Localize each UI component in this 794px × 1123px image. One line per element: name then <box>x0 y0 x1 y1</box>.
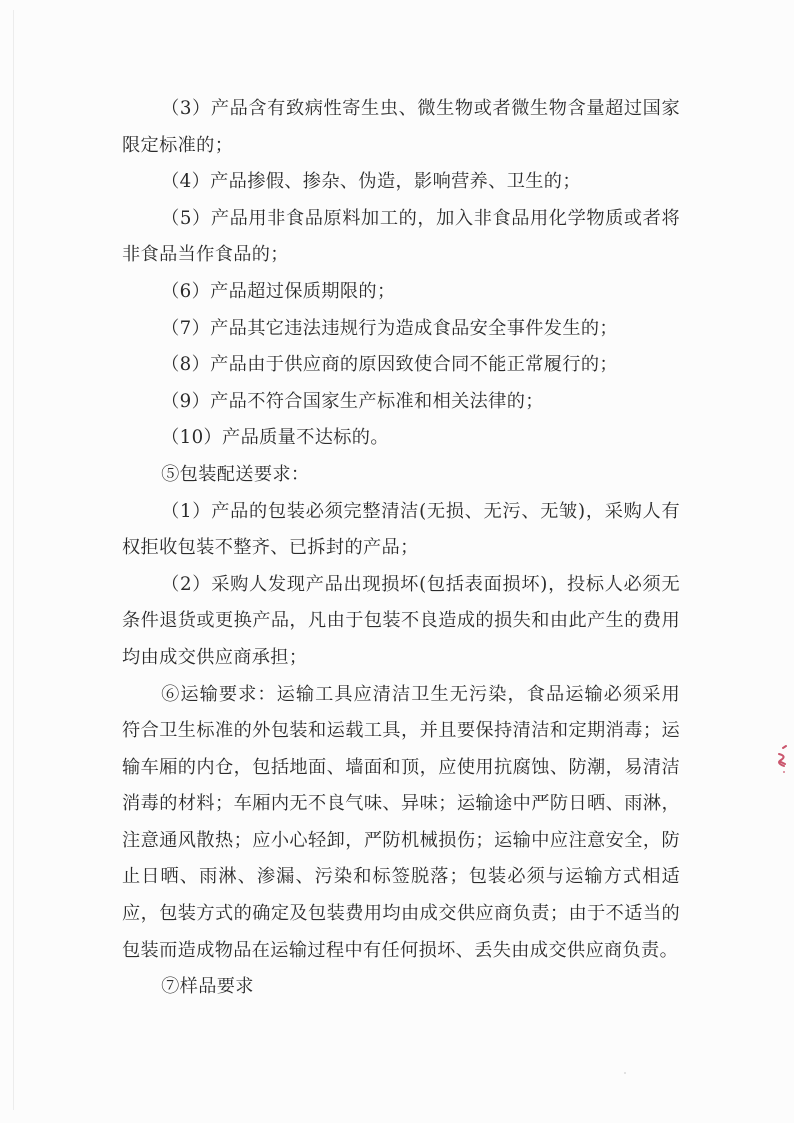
clause-8-contract-failure: （8）产品由于供应商的原因致使合同不能正常履行的； <box>161 354 618 376</box>
packaging-clause-1: （1）产品的包装必须完整清洁(无损、无污、无皱)，采购人有权拒收包装不整齐、已拆封的产品； <box>122 500 680 559</box>
clause-9-standards: （9）产品不符合国家生产标准和相关法律的； <box>161 390 544 412</box>
scan-edge-rule <box>13 10 14 1110</box>
clause-3-contamination: （3）产品含有致病性寄生虫、微生物或者微生物含量超过国家限定标准的； <box>122 98 680 156</box>
clause-10-quality: （10）产品质量不达标的。 <box>161 427 389 449</box>
red-seal-stamp-fragment <box>775 744 789 774</box>
scan-artifact-dot <box>624 1072 626 1074</box>
seal-stamp-icon <box>775 744 789 774</box>
document-body <box>122 91 680 1006</box>
section-5-heading-packaging: ⑤包装配送要求： <box>161 463 310 485</box>
clause-5-non-food-materials: （5）产品用非食品原料加工的，加入非食品用化学物质或者将非食品当作食品的； <box>122 207 680 266</box>
section-7-heading-samples: ⑦样品要求 <box>161 976 254 998</box>
packaging-clause-2: （2）采购人发现产品出现损坏(包括表面损坏)，投标人必须无条件退货或更换产品，凡由于包装不良造成的损失和由此产生的费用均由成交供应商承担； <box>122 573 680 668</box>
clause-6-expired: （6）产品超过保质期限的； <box>161 280 396 302</box>
clause-7-illegal-conduct: （7）产品其它违法违规行为造成食品安全事件发生的； <box>161 317 618 339</box>
section-6-transport-requirements: ⑥运输要求：运输工具应清洁卫生无污染，食品运输必须采用符合卫生标准的外包装和运载工具，并且要保持清洁和定期消毒；运输车厢的内仓，包括地面、墙面和顶，应使用抗腐蚀、防潮，易清洁消毒的材料；车厢内无不良气味、异味；运输途中严防日晒、雨淋，注意通风散热；应小心轻卸，严防机械损伤；运输中应注意安全，防止日晒、雨淋、渗漏、污染和标签脱落；包装必须与运输方式相适应，包装方式的确定及包装费用均由成交供应商负责；由于不适当的包装而造成物品在运输过程中有任何损坏、丢失由成交供应商负责。 <box>122 683 680 961</box>
clause-4-adulteration: （4）产品掺假、掺杂、伪造，影响营养、卫生的； <box>161 171 581 193</box>
